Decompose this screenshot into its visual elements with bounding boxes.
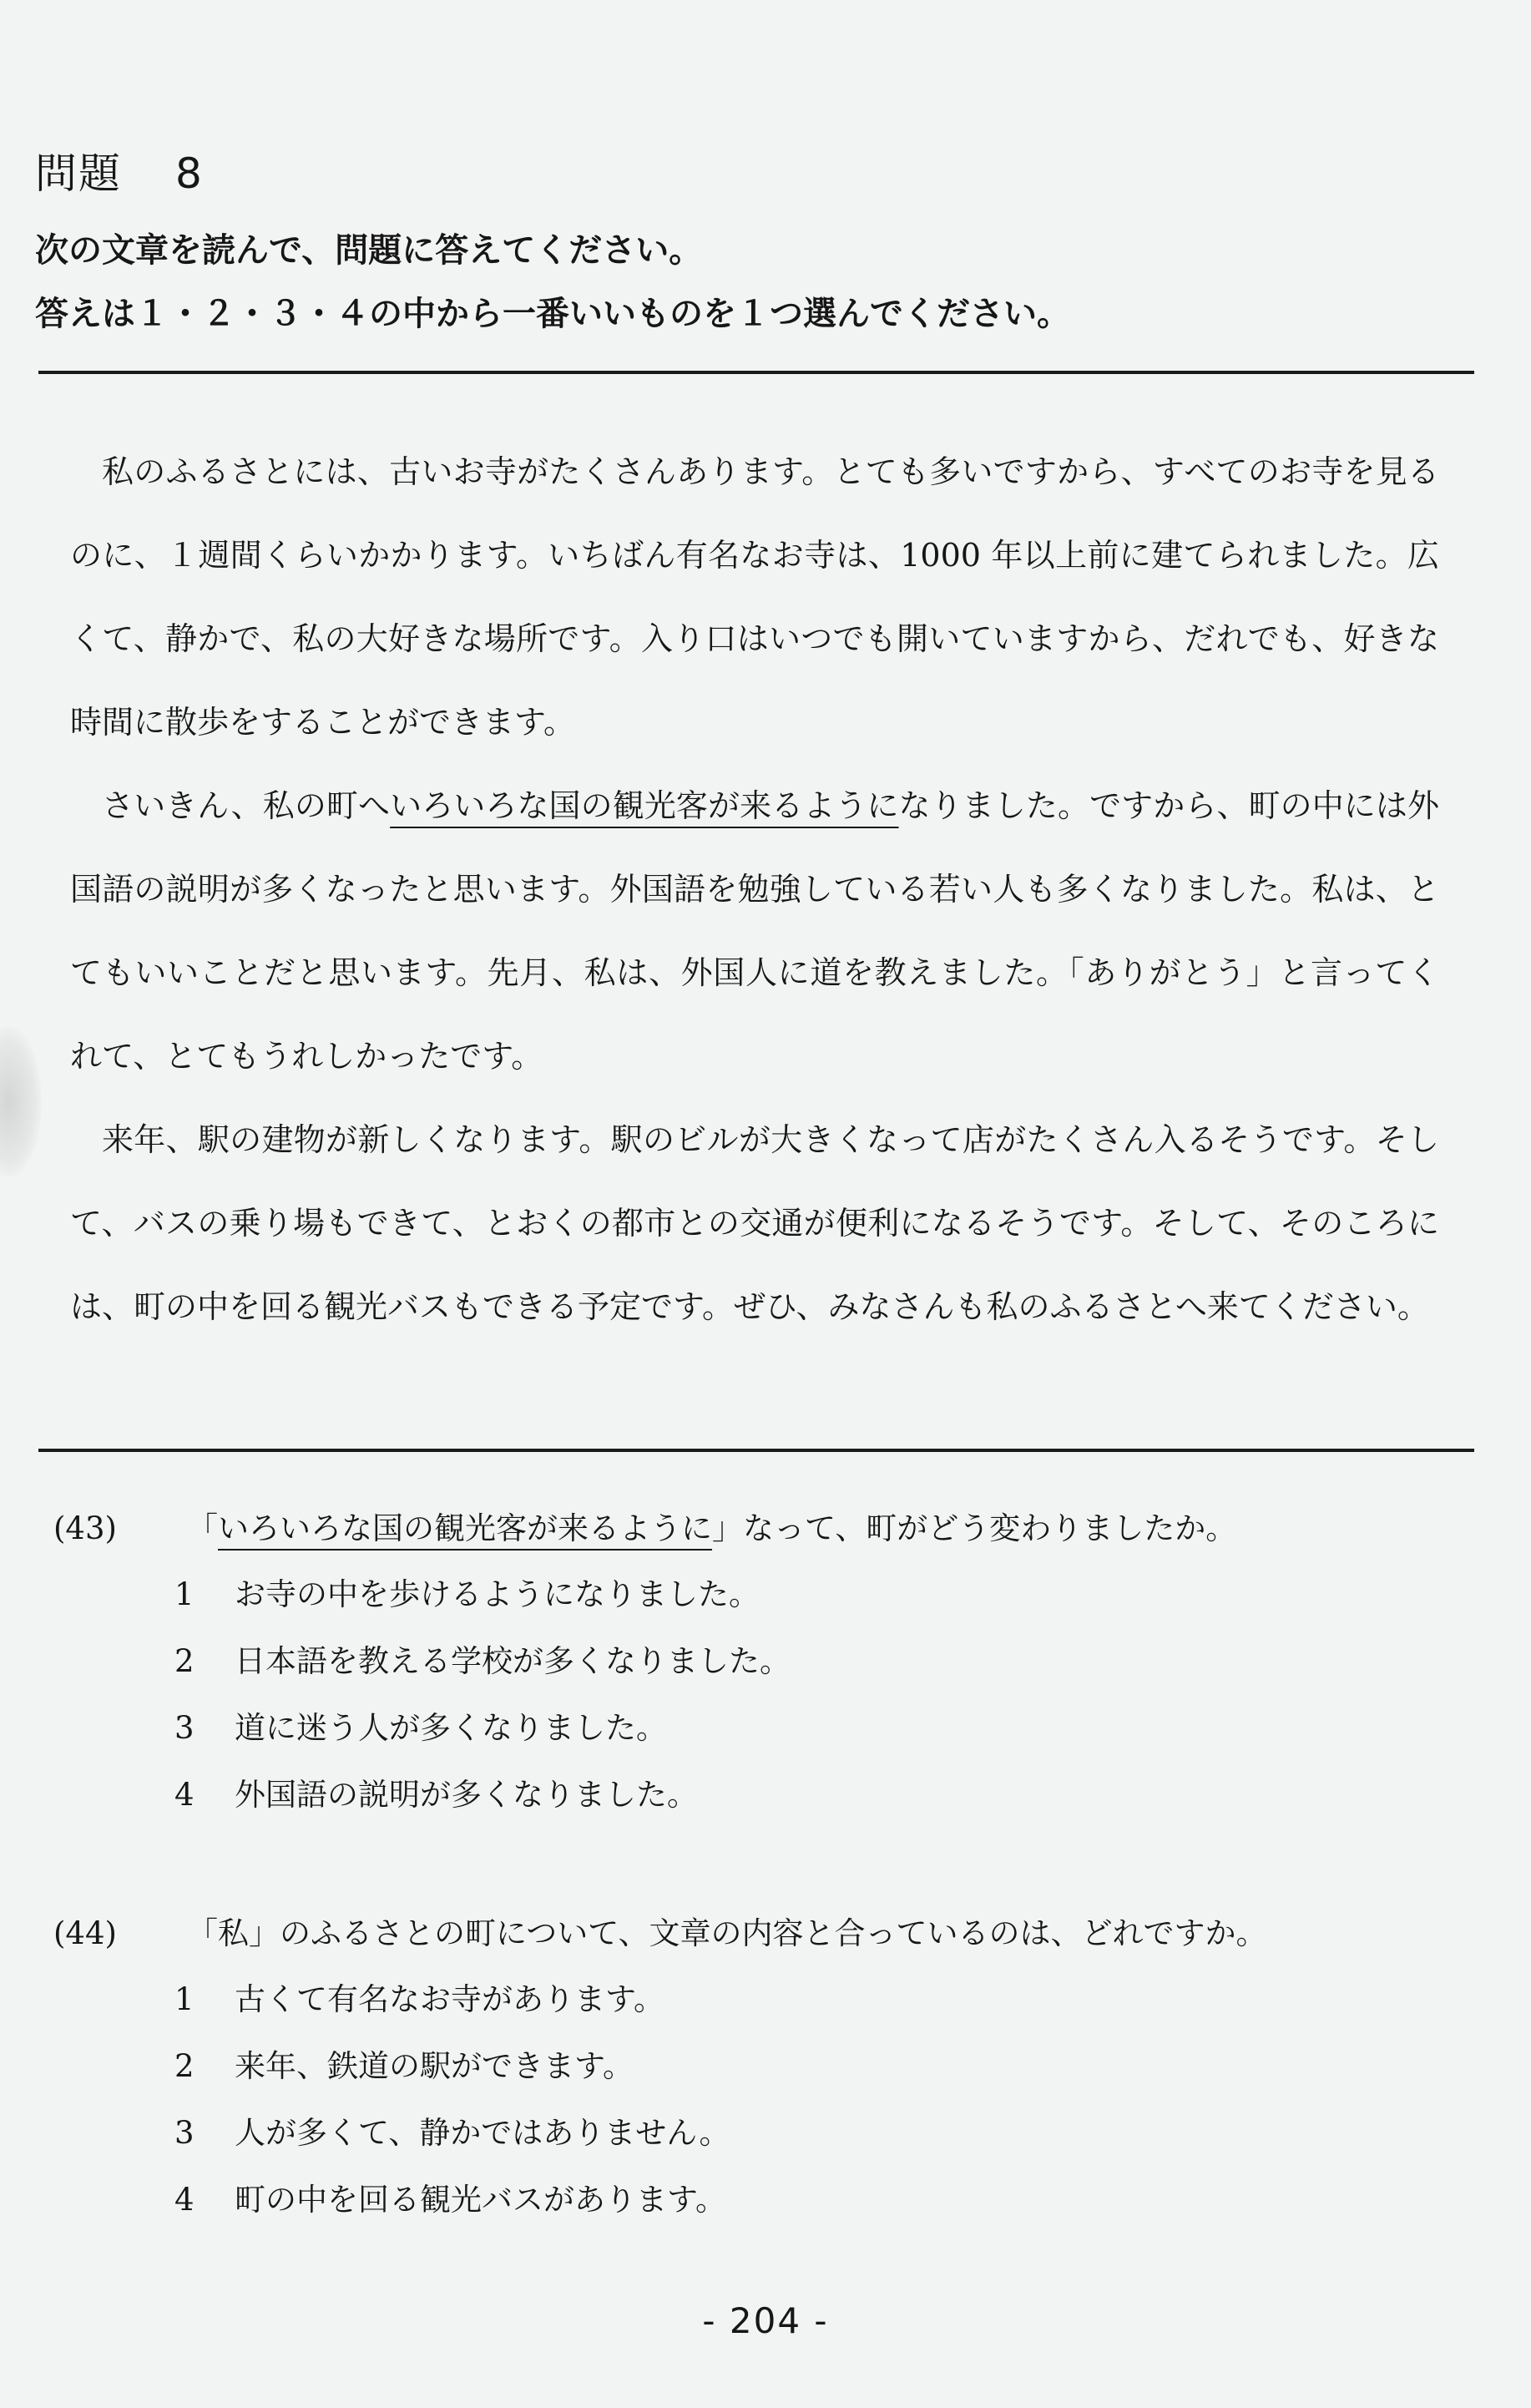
instructions xyxy=(35,219,1070,346)
passage-paragraph-1: 私のふるさとには、古いお寺がたくさんあります。とても多いですから、すべてのお寺を見るのに、１週間くらいかかります。いちばん有名なお寺は、1000 年以上前に建てられました。広くて、静かで、私の大好きな場所です。入り口はいつでも開いていますから、だれでも、好きな時間に散歩をすることができます。 xyxy=(70,453,1439,741)
option-number: 1 xyxy=(174,1981,195,2017)
option-number: 2 xyxy=(174,2048,195,2084)
top-divider xyxy=(38,371,1474,374)
passage-p2-after: なりました。ですから、町の中には外国語の説明が多くなったと思います。外国語を勉強している若い人も多くなりました。私は、とてもいいことだと思います。先月、私は、外国人に道を教えました。「ありがとう」と言ってくれて、とてもうれしかったです。 xyxy=(70,787,1439,1075)
question-44 xyxy=(53,1908,1267,2233)
question-number: (43) xyxy=(53,1510,117,1546)
answer-option[interactable] xyxy=(53,2167,1267,2233)
bottom-divider xyxy=(38,1449,1474,1452)
option-number: 3 xyxy=(174,2115,195,2151)
passage-paragraph-3: 来年、駅の建物が新しくなります。駅のビルが大きくなって店がたくさん入るそうです。そして、バスの乗り場もできて、とおくの都市との交通が便利になるそうです。そして、そのころには、町の中を回る観光バスもできる予定です。ぜひ、みなさんも私のふるさとへ来てください。 xyxy=(70,1121,1439,1325)
page-number: - 204 - xyxy=(702,2300,829,2341)
reading-passage xyxy=(70,430,1439,1348)
prompt-rest: 」なって、町がどう変わりましたか。 xyxy=(712,1510,1237,1546)
question-text: 「私」のふるさとの町について、文章の内容と合っているのは、どれですか。 xyxy=(187,1915,1267,1951)
answer-option[interactable] xyxy=(53,1628,1236,1695)
option-text: 外国語の説明が多くなりました。 xyxy=(235,1777,698,1813)
question-text xyxy=(187,1503,1236,1548)
question-prompt xyxy=(53,1908,1267,1953)
section-title-label: 問題 xyxy=(35,149,122,198)
answer-option[interactable] xyxy=(53,1762,1236,1829)
option-number: 4 xyxy=(174,1777,195,1813)
section-title xyxy=(35,140,204,200)
question-43 xyxy=(53,1503,1236,1829)
binding-shadow xyxy=(0,1027,42,1177)
option-number: 1 xyxy=(174,1576,195,1612)
option-text: 日本語を教える学校が多くなりました。 xyxy=(235,1643,791,1679)
option-number: 3 xyxy=(174,1710,195,1746)
question-prompt xyxy=(53,1503,1236,1548)
answer-option[interactable] xyxy=(53,1561,1236,1628)
option-text: 町の中を回る観光バスがあります。 xyxy=(235,2182,727,2218)
section-number: 8 xyxy=(175,149,204,198)
option-text: お寺の中を歩けるようになりました。 xyxy=(235,1576,760,1612)
passage-p2-before: さいきん、私の町へ xyxy=(102,787,391,824)
option-number: 4 xyxy=(174,2182,195,2218)
passage-paragraph-2 xyxy=(70,764,1439,1098)
instruction-line-1: 次の文章を読んで、問題に答えてください。 xyxy=(35,231,703,270)
answer-option[interactable] xyxy=(53,2100,1267,2167)
answer-option[interactable] xyxy=(53,1695,1236,1762)
passage-underlined-phrase: いろいろな国の観光客が来るように xyxy=(390,787,899,824)
answer-option[interactable] xyxy=(53,2033,1267,2100)
answer-option[interactable] xyxy=(53,1966,1267,2033)
option-text: 道に迷う人が多くなりました。 xyxy=(235,1710,667,1746)
prompt-underlined-phrase: いろいろな国の観光客が来るように xyxy=(218,1510,712,1546)
answer-options xyxy=(53,1966,1267,2233)
option-number: 2 xyxy=(174,1643,195,1679)
question-number: (44) xyxy=(53,1915,117,1951)
prompt-open-bracket: 「 xyxy=(187,1510,218,1546)
instruction-line-2: 答えは１・２・３・４の中から一番いいものを１つ選んでください。 xyxy=(35,295,1070,333)
answer-options xyxy=(53,1561,1236,1829)
option-text: 来年、鉄道の駅ができます。 xyxy=(235,2048,634,2084)
option-text: 古くて有名なお寺があります。 xyxy=(235,1981,665,2017)
option-text: 人が多くて、静かではありません。 xyxy=(235,2115,730,2151)
